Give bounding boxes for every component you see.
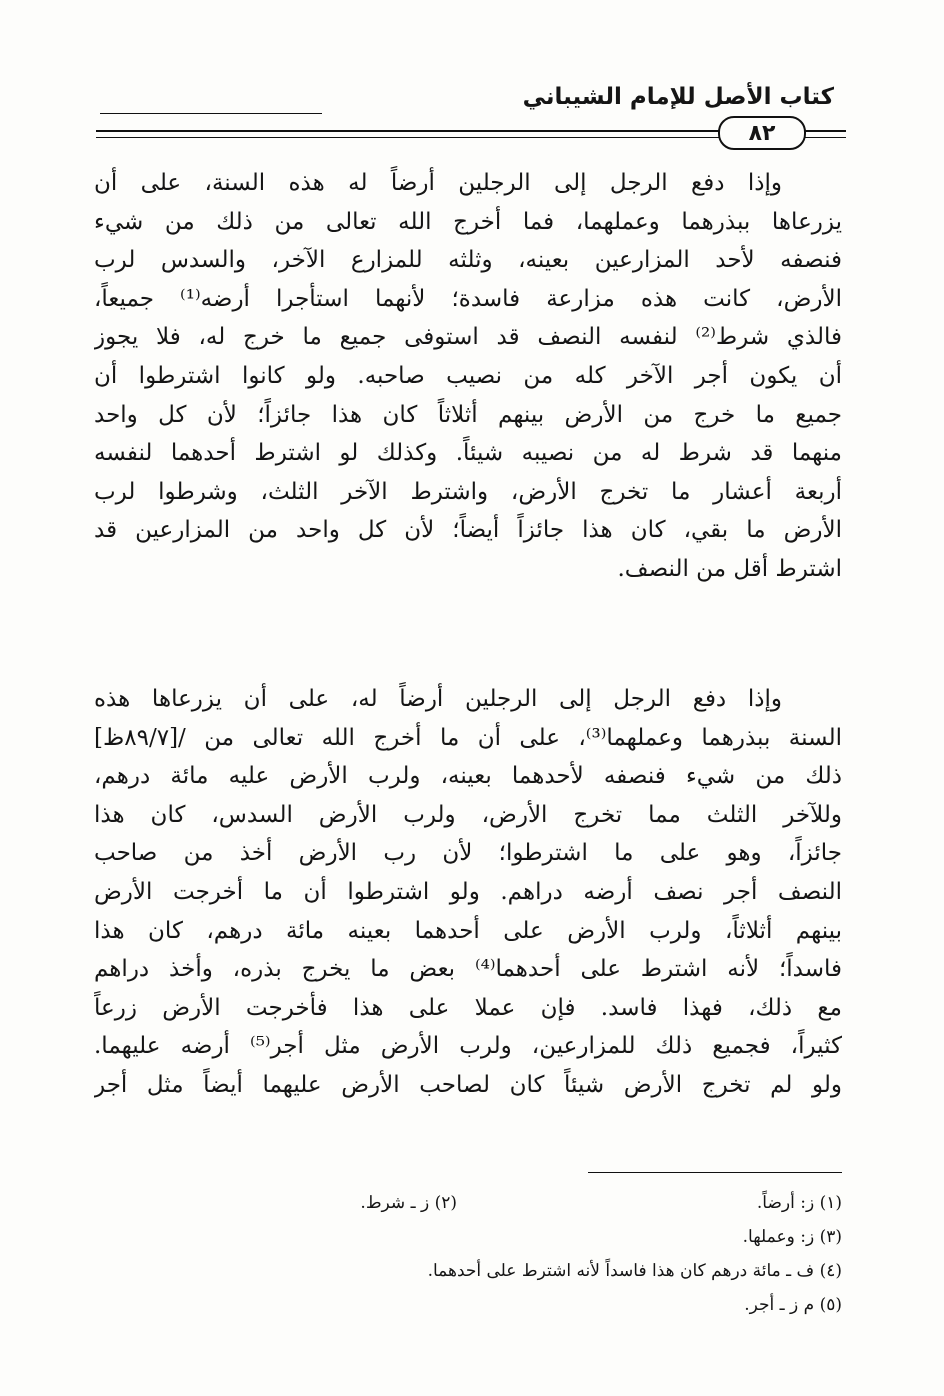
footnote-5: (٥) م ز ـ أجر. bbox=[744, 1295, 842, 1315]
footnote-row bbox=[94, 1186, 842, 1220]
text-line: فنصفه لأحد المزارعين بعينه، وثلثه للمزارع الآخر، والسدس لرب bbox=[94, 247, 842, 274]
text-line: مع ذلك، فهذا فاسد. فإن عملا على هذا فأخرجت الأرض زرعاً bbox=[94, 994, 842, 1021]
text-line: اشترط أقل من النصف. bbox=[617, 555, 842, 582]
text-line: بينهم أثلاثاً، ولرب الأرض على أحدهما بعينه مائة درهم، كان هذا bbox=[94, 917, 842, 944]
title-underline bbox=[100, 113, 322, 114]
text-line: فاسداً؛ لأنه اشترط على أحدهما⁽⁴⁾ بعض ما يخرج بذره، وأخذ دراهم bbox=[94, 956, 842, 983]
page-number-badge bbox=[718, 116, 806, 150]
text-line: ولو لم تخرج الأرض شيئاً كان لصاحب الأرض عليهما أيضاً مثل أجر bbox=[94, 1071, 842, 1098]
running-title: كتاب الأصل للإمام الشيباني bbox=[522, 84, 834, 110]
text-line: فالذي شرط⁽²⁾ لنفسه النصف قد استوفى جميع ما خرج له، فلا يجوز bbox=[94, 324, 842, 351]
text-line: وللآخر الثلث مما تخرج الأرض، ولرب الأرض السدس، كان هذا bbox=[94, 801, 842, 828]
text-line: أربعة أعشار ما تخرج الأرض، واشترط الآخر الثلث، وشرطوا لرب bbox=[94, 478, 842, 505]
footnote-separator bbox=[588, 1172, 842, 1173]
text-line: منهما قد شرط له من نصيبه شيئاً. وكذلك لو اشترط أحدهما لنفسه bbox=[94, 440, 842, 467]
text-line: أن يكون أجر الآخر كله من نصيب صاحبه. ولو كانوا اشترطوا أن bbox=[94, 362, 842, 389]
footnote-3: (٣) ز: وعملها. bbox=[742, 1227, 842, 1247]
text-line: وإذا دفع الرجل إلى الرجلين أرضاً له، على أن يزرعاها هذه bbox=[94, 686, 782, 712]
footnote-4: (٤) ف ـ مائة درهم كان هذا فاسداً لأنه اشترط على أحدهما. bbox=[427, 1261, 842, 1281]
footnote-2: (٢) ز ـ شرط. bbox=[360, 1193, 457, 1213]
page-number: ٨٢ bbox=[748, 120, 776, 146]
text-line: الأرض، كانت هذه مزارعة فاسدة؛ لأنهما استأجرا أرضه⁽¹⁾ جميعاً، bbox=[94, 285, 842, 312]
paragraph-2 bbox=[94, 680, 842, 1105]
text-line: النصف أجر نصف أرضه دراهم. ولو اشترطوا أن ما أخرجت الأرض bbox=[94, 878, 842, 905]
footnotes bbox=[94, 1186, 842, 1322]
footnote-1: (١) ز: أرضاً. bbox=[756, 1193, 842, 1213]
text-line: يزرعاها ببذرهما وعملهما، فما أخرج الله تعالى من ذلك من شيء bbox=[94, 208, 842, 235]
text-line: ذلك من شيء فنصفه لأحدهما بعينه، ولرب الأرض عليه مائة درهم، bbox=[94, 763, 842, 790]
text-line: السنة ببذرهما وعملهما⁽³⁾، على أن ما أخرج الله تعالى من /[٨٩/٧ظ] bbox=[94, 724, 842, 751]
text-line: الأرض ما بقي، كان هذا جائزاً أيضاً؛ لأن كل واحد من المزارعين قد bbox=[94, 517, 842, 544]
text-line: جائزاً، وهو على ما اشترطوا؛ لأن رب الأرض أخذ من صاحب bbox=[94, 840, 842, 867]
paragraph-1 bbox=[94, 164, 842, 589]
text-line: وإذا دفع الرجل إلى الرجلين أرضاً له هذه السنة، على أن bbox=[94, 170, 782, 196]
text-line: كثيراً، فجميع ذلك للمزارعين، ولرب الأرض مثل أجر⁽⁵⁾ أرضه عليهما. bbox=[94, 1033, 842, 1060]
text-line: جميع ما خرج من الأرض بينهم أثلاثاً كان هذا جائزاً؛ لأن كل واحد bbox=[94, 401, 842, 428]
